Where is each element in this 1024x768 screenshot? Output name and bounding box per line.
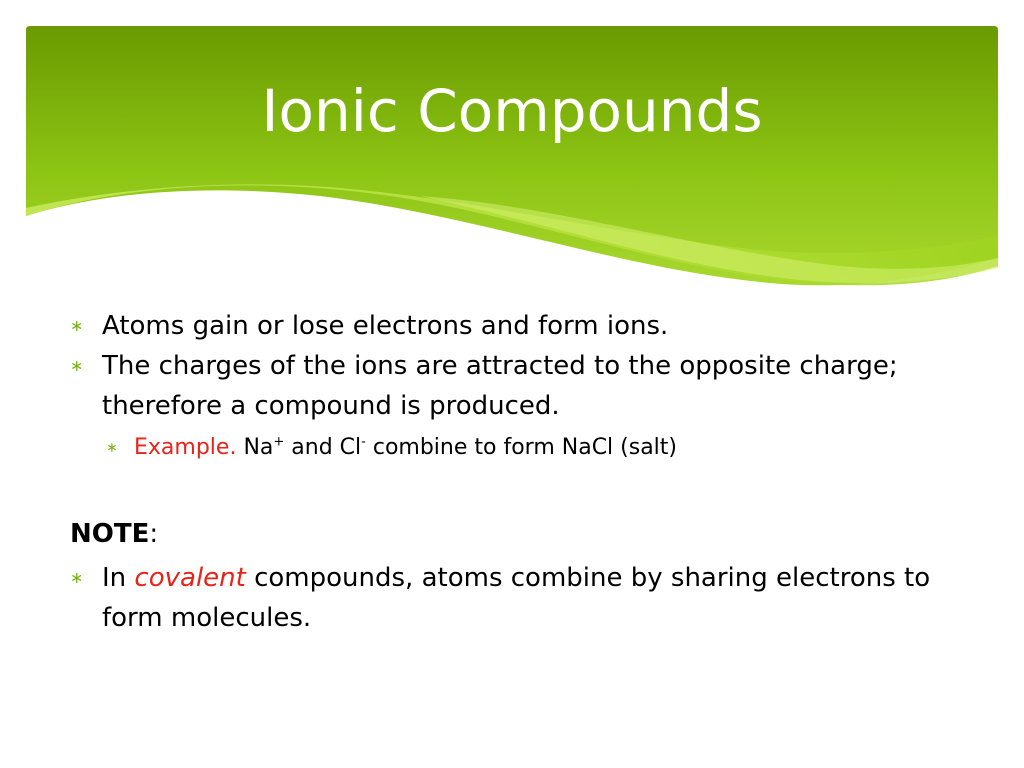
sub-bullet-item: [70, 430, 970, 466]
bullet-item: [70, 306, 970, 346]
example-label: Example.: [134, 435, 237, 460]
slide-title: Ionic Compounds: [261, 77, 763, 145]
formula-cl: and Cl: [284, 435, 362, 460]
note-colon: :: [149, 519, 159, 549]
note-label: NOTE: [70, 519, 150, 549]
asterisk-bullet-icon: ∗: [106, 440, 118, 456]
note-emphasis: covalent: [134, 563, 246, 593]
banner-shape: [26, 26, 998, 285]
cl-charge: -: [361, 434, 366, 450]
bullet-text: The charges of the ions are attracted to the opposite charge; therefore a compound is produced.: [102, 351, 898, 421]
bullet-text: Atoms gain or lose electrons and form ions.: [102, 311, 669, 341]
note-heading: [70, 514, 970, 554]
slide-body: [70, 306, 970, 638]
spacer: [70, 466, 970, 514]
note-text-before: In: [102, 563, 135, 593]
formula-na: Na: [243, 435, 274, 460]
bullet-item: [70, 346, 970, 426]
asterisk-bullet-icon: ∗: [70, 316, 84, 335]
header-banner: [0, 0, 1024, 300]
asterisk-bullet-icon: ∗: [70, 568, 84, 587]
note-text-after: compounds, atoms combine by sharing electrons to form molecules.: [102, 563, 931, 633]
bullet-item: [70, 558, 970, 638]
na-charge: +: [273, 434, 285, 450]
asterisk-bullet-icon: ∗: [70, 356, 84, 375]
example-rest: combine to form NaCl (salt): [365, 435, 678, 460]
